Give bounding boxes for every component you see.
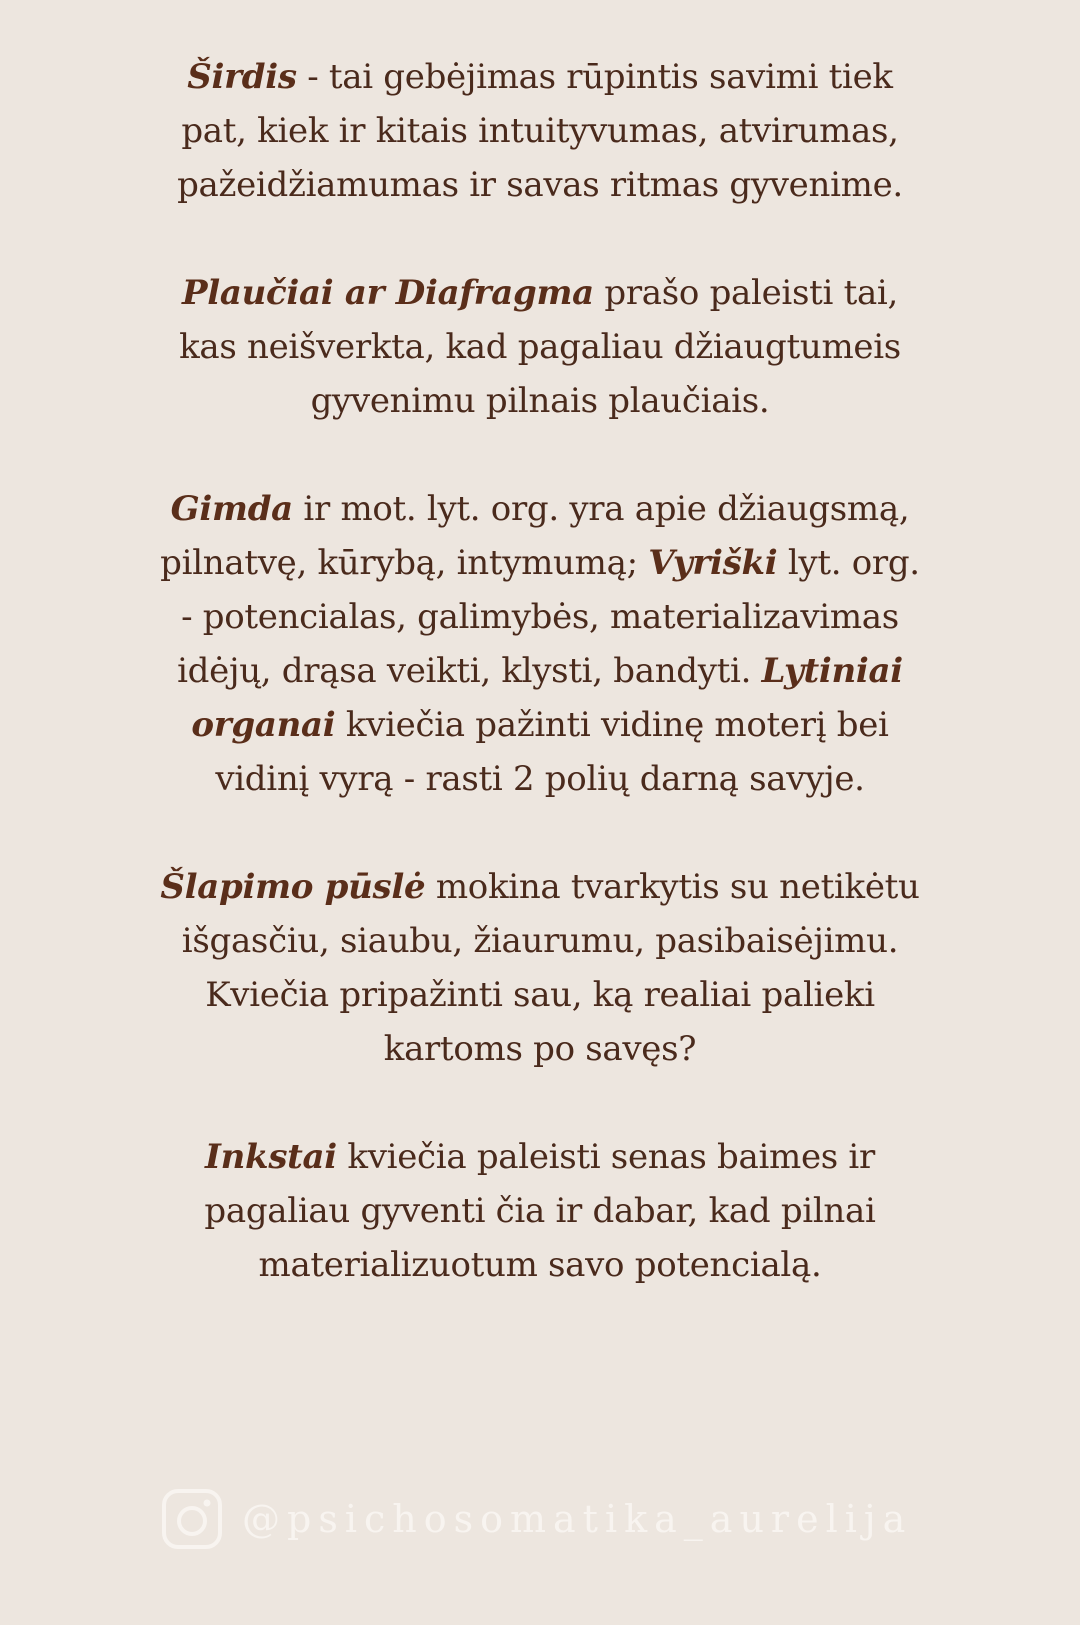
text-segment: - potencialas, galimybės, materializavimas [181,597,899,637]
paragraph [100,482,980,806]
text-segment: pat, kiek ir kitais intuityvumas, atvirumas, [181,111,899,151]
highlighted-term: Plaučiai ar Diafragma [181,273,594,313]
text-segment: vidinį vyrą - rasti 2 polių darną savyje. [215,759,865,799]
text-segment: ir mot. lyt. org. yra apie džiaugsmą, [292,489,910,529]
article-body [100,50,980,1346]
text-segment: idėjų, drąsa veikti, klysti, bandyti. [177,651,762,691]
text-segment: - tai gebėjimas rūpintis savimi tiek [296,57,893,97]
highlighted-term: organai [191,705,336,745]
paragraph [100,860,980,1076]
highlighted-term: Šlapimo pūslė [160,867,426,907]
text-segment: kartoms po savęs? [383,1029,697,1069]
text-segment: pagaliau gyventi čia ir dabar, kad pilnai [204,1191,876,1231]
paragraph [100,266,980,428]
text-segment: pilnatvę, kūrybą, intymumą; [160,543,649,583]
text-segment: pažeidžiamumas ir savas ritmas gyvenime. [177,165,903,205]
social-footer [160,1484,913,1554]
paragraph [100,1130,980,1292]
text-segment: gyvenimu pilnais plaučiais. [310,381,770,421]
highlighted-term: Gimda [170,489,293,529]
highlighted-term: Lytiniai [761,651,903,691]
text-segment: kviečia paleisti senas baimes ir [336,1137,875,1177]
highlighted-term: Inkstai [205,1137,337,1177]
instagram-handle[interactable]: @psichosomatika_aurelija [242,1497,913,1541]
text-segment: išgasčiu, siaubu, žiaurumu, pasibaisėjimu. [181,921,899,961]
text-segment: materializuotum savo potencialą. [258,1245,822,1285]
text-segment: prašo paleisti tai, [593,273,899,313]
highlighted-term: Vyriški [648,543,778,583]
paragraph [100,50,980,212]
text-segment: mokina tvarkytis su netikėtu [425,867,920,907]
text-segment: kviečia pažinti vidinę moterį bei [335,705,889,745]
instagram-icon[interactable] [160,1487,224,1551]
text-segment: Kviečia pripažinti sau, ką realiai palieki [205,975,875,1015]
text-segment: lyt. org. [777,543,920,583]
highlighted-term: Širdis [187,57,297,97]
text-segment: kas neišverkta, kad pagaliau džiaugtumeis [179,327,901,367]
